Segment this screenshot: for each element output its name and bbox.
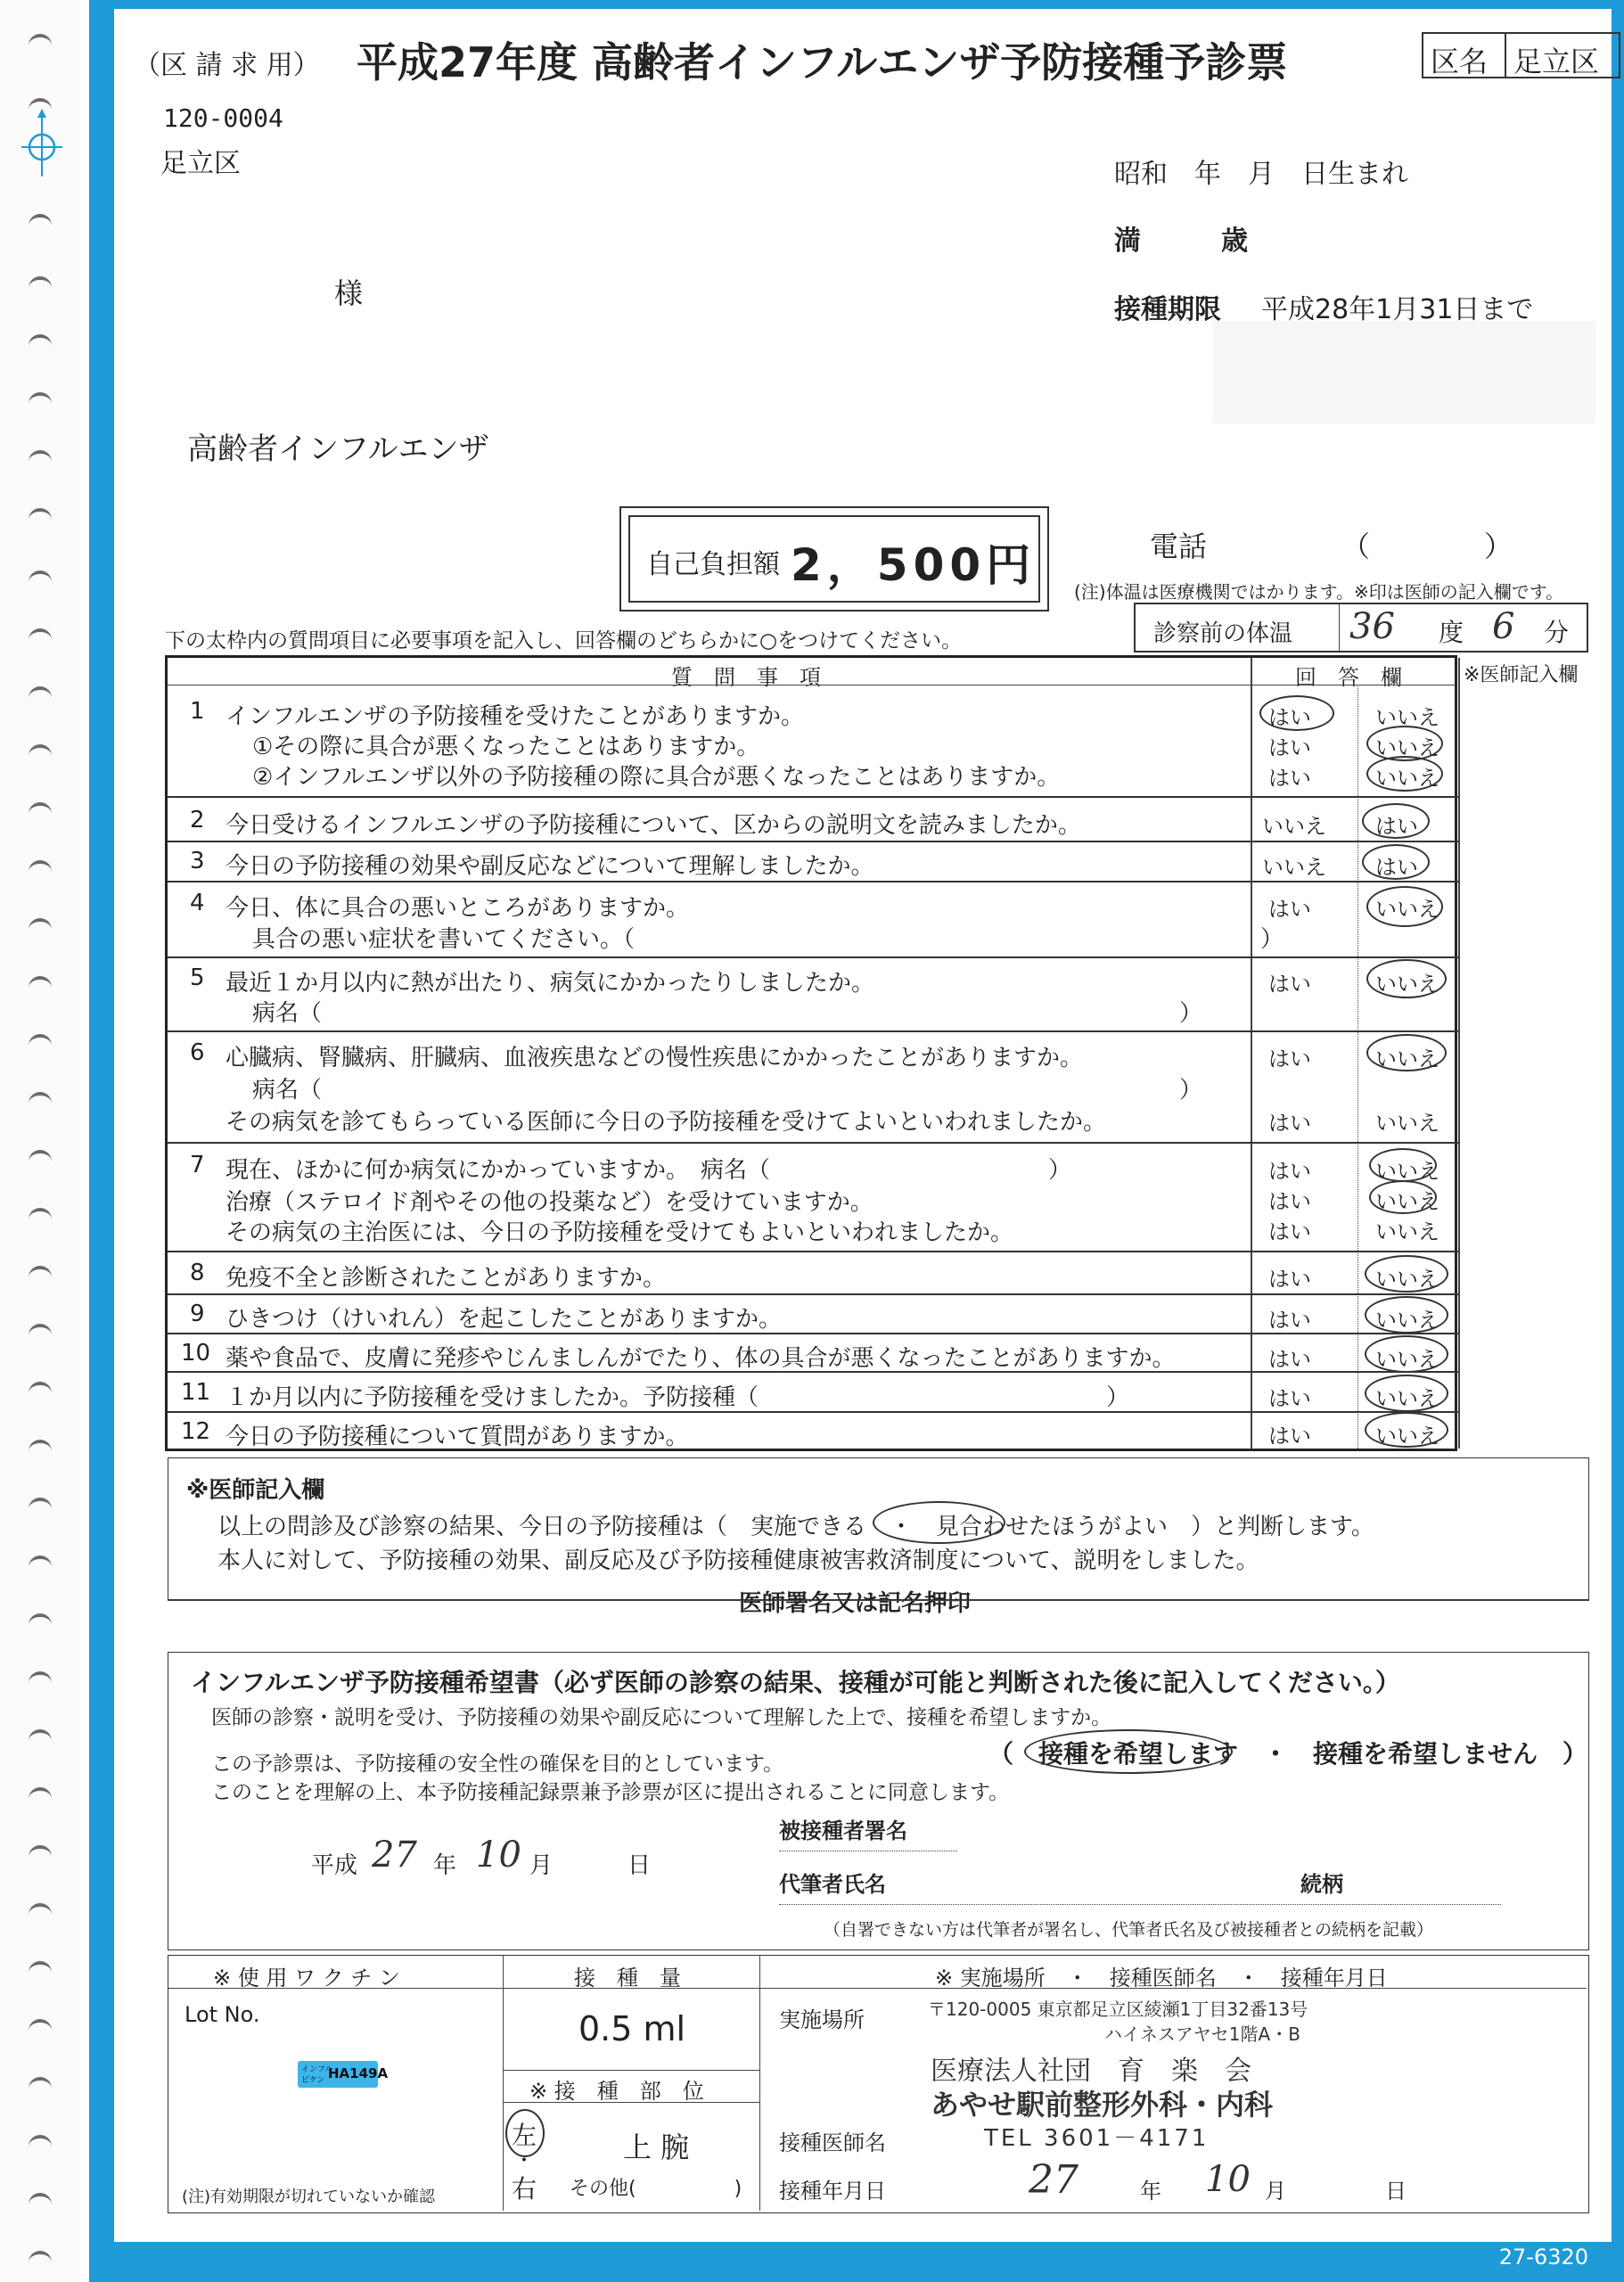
vaccination-date-year: 27 xyxy=(1029,2157,1079,2203)
proxy-note: （自署できない方は代筆者が署名し、代筆者氏名及び被接種者との続柄を記載） xyxy=(824,1920,1434,1940)
question-table: 質 問 事 項 回 答 欄 ※医師記入欄 1 インフルエンザの予防接種を受けたことがありますか。 ①その際に具合が悪くなったことはありますか。 ②インフルエンザ以外の予防接種の際に具合が悪くなったことはありますか。 はい いいえ はい いいえ はい いいえ 2 今日受けるインフルエンザの予防接種について、区からの説明文を読みましたか。 いいえ はい 3 今日の予防接種の効果や副反応などについて理解しましたか。 いいえ はい 4 今日、体に具合の悪いところがありますか。 具合の悪い症状を書いてください。（ ） はい いいえ 5 最近１か月以内に熱が出たり、病気にかかったりしましたか。 病名（ ） はい いいえ 6 心臓病、腎臓病、肝臓病、血液疾患などの慢性疾患にかかったことがありますか。 病名（ ） その病気を診てもらっている医師に今日の予防接種を受けてよいといわれましたか。 はい いいえ はい いいえ 7 現在、ほかに何か病気にかかっていますか。 病名（ ） 治療（ステロイド剤やその他の投薬など）を受けていますか。 その病気の主治医には、今日の予防接種を受けてもよいといわれましたか。 はい いいえ はい いいえ はい いいえ 8 免疫不全と診断されたことがありますか。 はい いいえ 9 ひきつけ（けいれん）を起こしたことがありますか。 はい いいえ 10 薬や食品で、皮膚に発疹やじんましんがでたり、体の具合が悪くなったことがありますか。 はい いいえ 11 １か月以内に予防接種を受けましたか。予防接種（ ） はい いいえ 12 今日の予防接種について質問がありますか。 はい いいえ xyxy=(165,655,1457,1451)
doctor-name-label: 接種医師名 xyxy=(779,2130,886,2155)
ward-use-label: （区 請 求 用） xyxy=(134,50,320,81)
binder-hole xyxy=(29,34,52,50)
consent-date-prefix: 平成 xyxy=(311,1852,358,1879)
vaccination-date-month: 10 xyxy=(1205,2159,1251,2200)
answer-circle-mark xyxy=(1365,1375,1448,1412)
binder-hole xyxy=(29,508,52,524)
binder-hole xyxy=(29,1382,52,1398)
binder-hole xyxy=(29,1903,52,1919)
vaccine-title: ※ 使 用 ワ ク チ ン xyxy=(213,1966,400,1991)
binder-hole xyxy=(29,214,52,230)
site-other: その他( ) xyxy=(570,2178,742,2200)
doctor-header: ※医師記入欄 xyxy=(1464,664,1579,686)
answer-circle-mark xyxy=(1365,1255,1448,1293)
consent-date-month-unit: 月 xyxy=(529,1852,554,1879)
binder-hole xyxy=(29,1208,52,1224)
dose-value: 0.5 ml xyxy=(578,2009,686,2048)
consent-date-year: 27 xyxy=(372,1835,417,1876)
consent-title: インフルエンザ予防接種希望書（必ず医師の診察の結果、接種が可能と判断された後に記入してください。） xyxy=(191,1668,1400,1697)
doctor-signature-label: 医師署名又は記名押印 xyxy=(739,1590,972,1617)
registration-mark-icon xyxy=(20,107,64,178)
temperature-fraction-value: 6 xyxy=(1492,606,1515,647)
site-dot: ・ xyxy=(514,2150,535,2172)
site-left: 左 xyxy=(512,2121,537,2150)
binder-hole xyxy=(29,918,52,934)
section-label: 高齢者インフルエンザ xyxy=(187,431,489,467)
fee-box xyxy=(628,515,1040,603)
deadline-label: 接種期限 xyxy=(1114,294,1221,325)
form-code: 27-6320 xyxy=(1498,2245,1588,2270)
site-right: 右 xyxy=(512,2174,537,2204)
address-ward: 足立区 xyxy=(160,148,241,179)
binder-hole xyxy=(29,1150,52,1166)
clinic-stamp-name: あやせ駅前整形外科・内科 xyxy=(931,2088,1274,2122)
binder-hole xyxy=(29,1324,52,1340)
site-circle-mark xyxy=(505,2109,545,2157)
age: 満 歳 xyxy=(1114,226,1248,257)
site-upper-arm: 上 腕 xyxy=(623,2130,690,2164)
answer-circle-mark xyxy=(1366,886,1443,927)
question-header: 質 問 事 項 xyxy=(671,665,821,690)
fee-amount: 2，500円 xyxy=(791,539,1037,591)
answer-header: 回 答 欄 xyxy=(1295,665,1402,690)
ward-value: 足立区 xyxy=(1513,45,1600,78)
phone-paren: （ ） xyxy=(1341,529,1513,563)
answer-circle-mark xyxy=(1365,1335,1448,1373)
vaccine-table xyxy=(168,1955,1589,2213)
binder-hole xyxy=(29,860,52,876)
relation-label: 続柄 xyxy=(1300,1872,1343,1897)
binder-hole xyxy=(29,1440,52,1456)
binder-hole xyxy=(29,1613,52,1629)
ward-label-box xyxy=(1422,32,1506,78)
doctor-explanation-line: 本人に対して、予防接種の効果、副反応及び予防接種健康被害救済制度について、説明をしました。 xyxy=(217,1547,1259,1574)
binder-hole xyxy=(29,1671,52,1687)
binder-margin xyxy=(0,0,80,2282)
binder-hole xyxy=(29,1787,52,1803)
temperature-degree-unit: 度 xyxy=(1439,618,1464,647)
binder-hole xyxy=(29,744,52,760)
binder-hole xyxy=(29,2193,52,2209)
consent-date-month: 10 xyxy=(476,1835,521,1876)
binder-hole xyxy=(29,450,52,466)
binder-hole xyxy=(29,2077,52,2093)
answer-circle-mark xyxy=(1369,1148,1437,1182)
binder-hole xyxy=(29,1556,52,1572)
place-label: 実施場所 xyxy=(779,2007,865,2032)
answer-circle-mark xyxy=(1362,803,1430,839)
temperature-label: 診察前の体温 xyxy=(1153,620,1293,647)
binder-hole xyxy=(29,392,52,408)
vaccination-date-year-unit: 年 xyxy=(1140,2179,1161,2204)
instructions: 下の太枠内の質問項目に必要事項を記入し、回答欄のどちらかに○をつけてください。 xyxy=(165,629,963,653)
consent-choice: （ 接種を希望します ・ 接種を希望しません ） xyxy=(988,1739,1588,1769)
ward-value-box xyxy=(1505,32,1620,78)
signer-label: 被接種者署名 xyxy=(779,1818,907,1843)
binder-hole xyxy=(29,1729,52,1745)
answer-circle-mark xyxy=(1365,1412,1448,1448)
binder-hole xyxy=(29,1961,52,1977)
binder-hole xyxy=(29,570,52,587)
answer-circle-mark xyxy=(1362,844,1430,880)
clinic-stamp-tel: TEL 3601－4171 xyxy=(984,2125,1210,2152)
consent-line1: 医師の診察・説明を受け、予防接種の効果や副反応について理解した上で、接種を希望しますか。 xyxy=(211,1706,1112,1729)
deadline-value: 平成28年1月31日まで xyxy=(1261,294,1534,325)
answer-circle-mark xyxy=(1366,959,1447,998)
doctor-judgement-line: 以上の問診及び診察の結果、今日の予防接種は（ 実施できる ・ 見合わせたほうがよい ）と判断します。 xyxy=(217,1514,1374,1540)
lot-value: HA149A xyxy=(328,2065,389,2081)
consent-line3: このことを理解の上、本予防接種記録票兼予診票が区に提出されることに同意します。 xyxy=(211,1781,1010,1804)
doctor-section xyxy=(168,1457,1589,1617)
birth-date: 昭和 年 月 日生まれ xyxy=(1114,159,1408,190)
binder-hole xyxy=(29,334,52,350)
judgement-circle-mark xyxy=(873,1501,1005,1544)
site-title: ※ 接 種 部 位 xyxy=(529,2079,704,2104)
binder-hole xyxy=(29,1092,52,1108)
lot-label: Lot No. xyxy=(185,2002,260,2027)
clinic-stamp-building: ハイネスアヤセ1階A・B xyxy=(1104,2023,1300,2045)
consent-section xyxy=(168,1652,1589,1950)
temperature-degree-value: 36 xyxy=(1349,606,1395,647)
binder-hole xyxy=(29,2135,52,2151)
temperature-box xyxy=(1134,603,1588,653)
vaccination-date-day-unit: 日 xyxy=(1385,2179,1407,2204)
binder-hole xyxy=(29,276,52,292)
clinic-stamp-org: 医療法人社団 育 楽 会 xyxy=(931,2056,1251,2087)
consent-date-year-unit: 年 xyxy=(433,1852,457,1879)
expiry-note: (注)有効期限が切れていないか確認 xyxy=(182,2188,436,2206)
dose-title: 接 種 量 xyxy=(574,1966,681,1991)
binder-hole xyxy=(29,1498,52,1514)
phone-label: 電話 xyxy=(1150,529,1208,563)
vaccination-date-month-unit: 月 xyxy=(1265,2179,1286,2204)
answer-circle-mark xyxy=(1366,756,1443,792)
lot-sticker: インフル ビケン HA149A xyxy=(298,2061,378,2088)
binder-hole xyxy=(29,2019,52,2035)
answer-circle-mark xyxy=(1369,1180,1437,1214)
answer-circle-mark xyxy=(1259,695,1334,731)
redacted-area xyxy=(1212,321,1595,423)
vaccination-date-label: 接種年月日 xyxy=(779,2179,886,2204)
postal-code: 120-0004 xyxy=(163,103,283,133)
consent-circle-mark xyxy=(1024,1729,1233,1774)
consent-date-day-unit: 日 xyxy=(627,1852,652,1879)
proxy-label: 代筆者氏名 xyxy=(779,1872,886,1897)
honorific-sama: 様 xyxy=(334,276,364,310)
clinic-stamp-address: 〒120-0005 東京都足立区綾瀬1丁目32番13号 xyxy=(928,1999,1308,2020)
place-header: ※ 実施場所 ・ 接種医師名 ・ 接種年月日 xyxy=(935,1966,1388,1991)
binder-hole xyxy=(29,1034,52,1050)
binder-hole xyxy=(29,802,52,818)
answer-circle-mark xyxy=(1366,1034,1447,1071)
form-title: 平成27年度 高齢者インフルエンザ予防接種予診票 xyxy=(357,38,1288,86)
answer-circle-mark xyxy=(1365,1296,1448,1334)
binder-hole xyxy=(29,1845,52,1861)
binder-hole xyxy=(29,1266,52,1282)
binder-hole xyxy=(29,628,52,644)
binder-hole xyxy=(29,686,52,702)
consent-line2: この予診票は、予防接種の安全性の確保を目的としています。 xyxy=(211,1753,784,1776)
binder-hole xyxy=(29,2251,52,2267)
binder-hole xyxy=(29,976,52,992)
ward-label: 区名 xyxy=(1431,45,1489,78)
temperature-fraction-unit: 分 xyxy=(1544,618,1570,647)
temperature-note: (注)体温は医療機関ではかります。※印は医師の記入欄です。 xyxy=(1074,581,1564,603)
fee-label: 自己負担額 xyxy=(646,549,780,580)
doctor-section-title: ※医師記入欄 xyxy=(186,1477,325,1504)
